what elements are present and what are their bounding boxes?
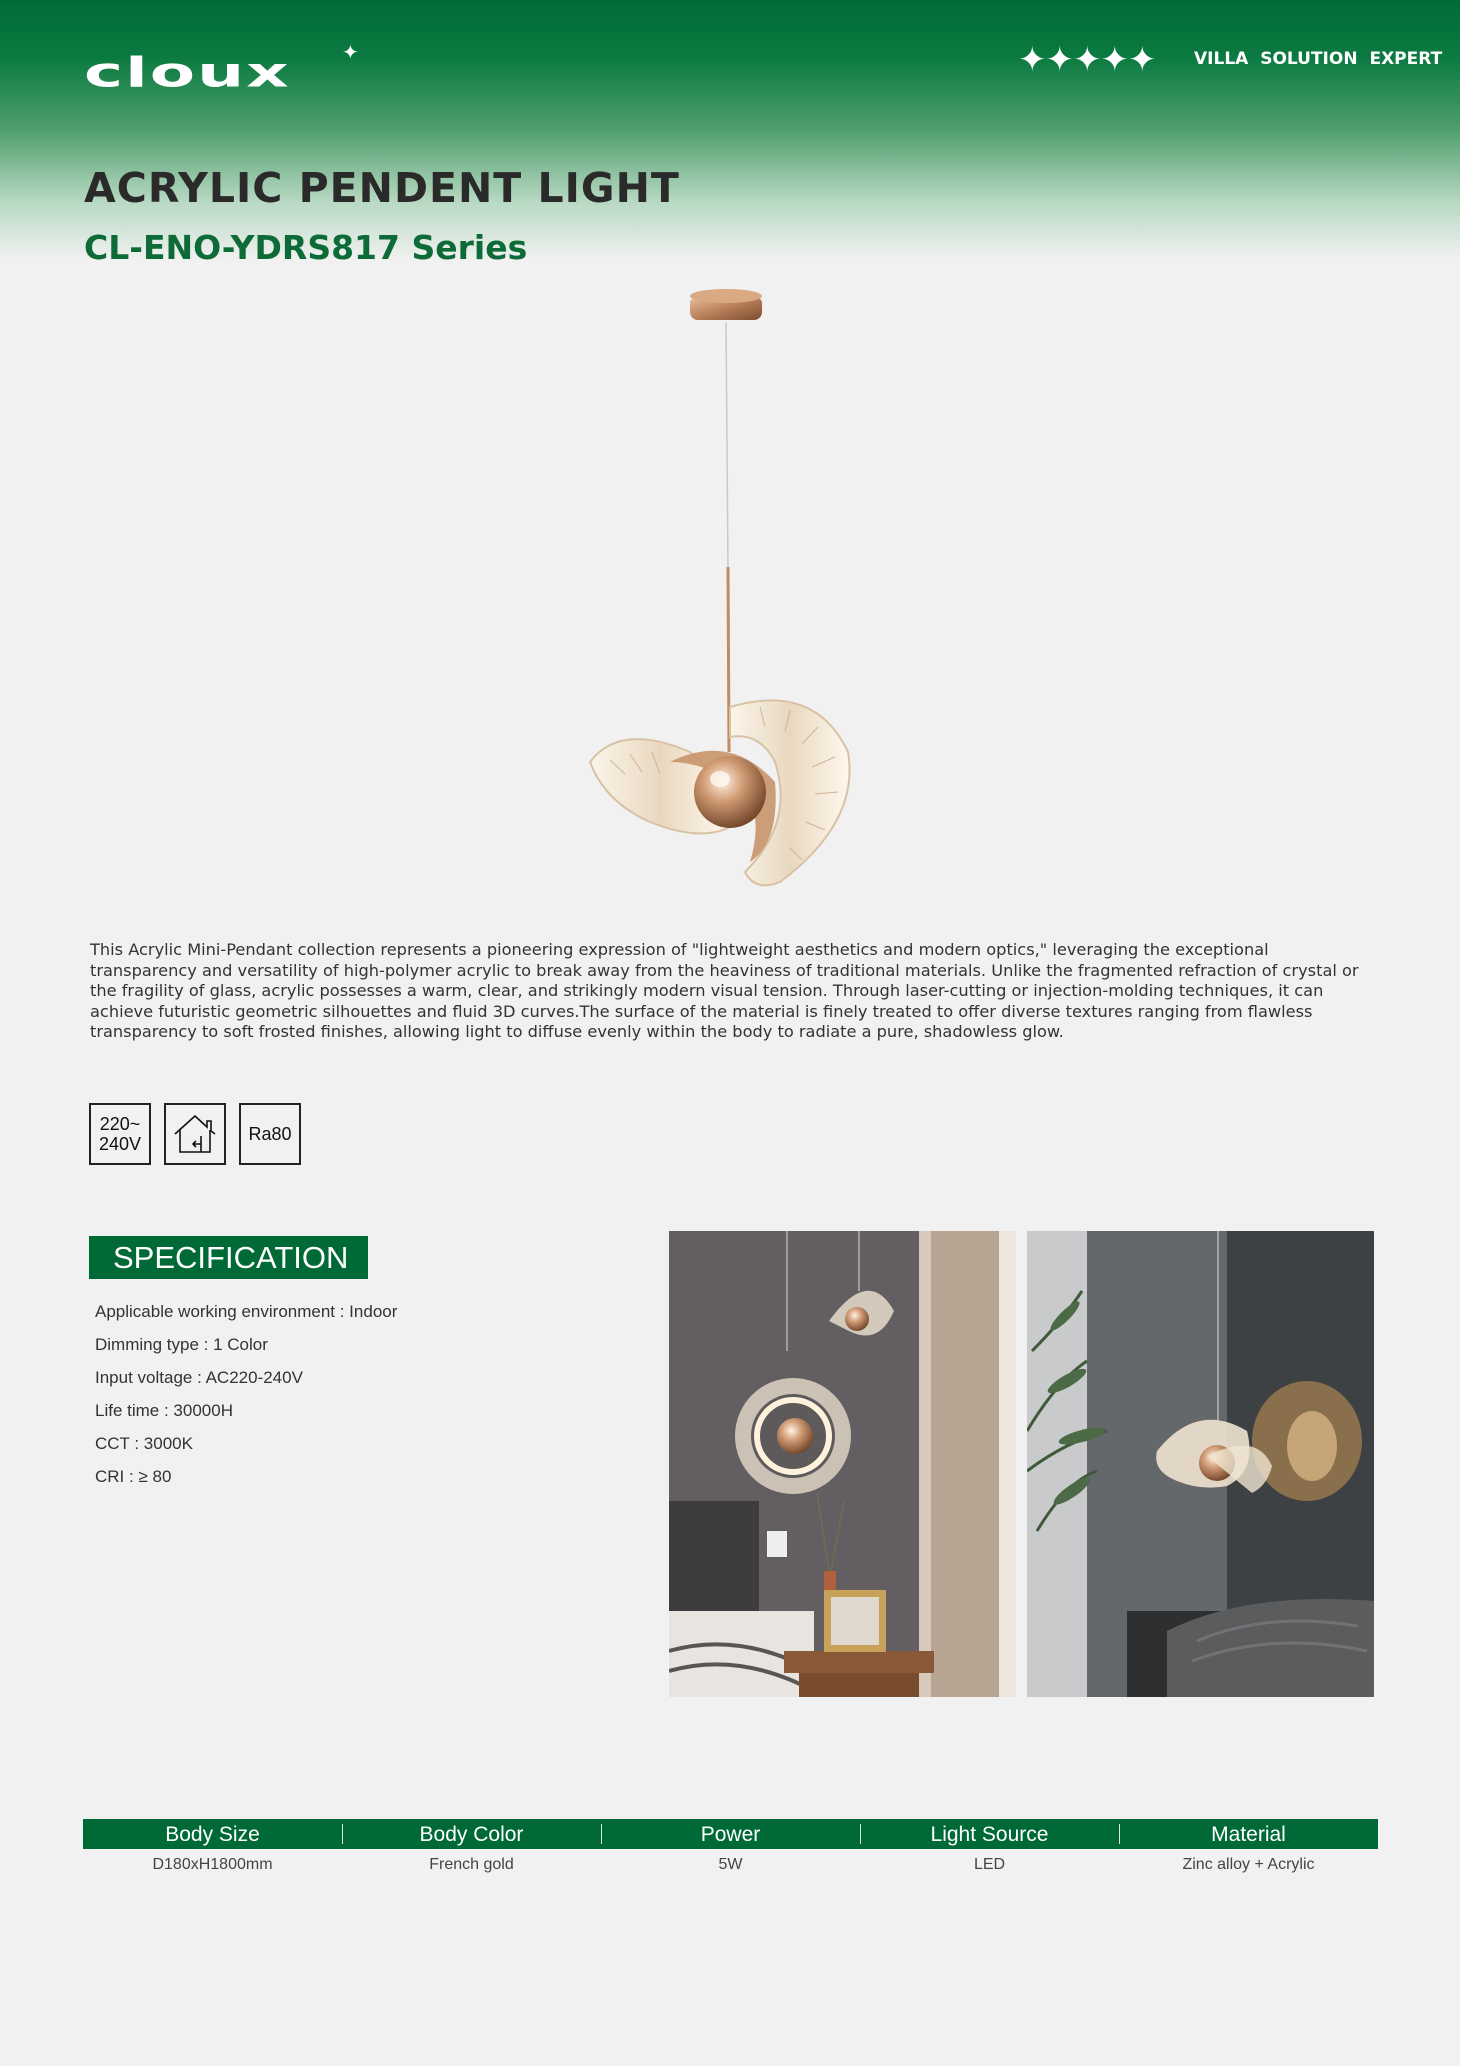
brand-tagline: VILLA SOLUTION EXPERT [1194, 49, 1443, 69]
table-cell-material: Zinc alloy + Acrylic [1182, 1856, 1315, 1873]
product-parameter-table [83, 1819, 1378, 1874]
logo-star-icon: ✦ [342, 40, 359, 64]
table-cell-light-source: LED [973, 1856, 1006, 1873]
bedroom-scene-photo [669, 1231, 1016, 1697]
voltage-badge-line2: 240V [98, 1134, 142, 1154]
logo-wordmark: cloux [84, 48, 291, 97]
header-background [0, 0, 1460, 260]
rating-stars-icon: ✦✦✦✦✦ [1018, 40, 1156, 80]
spec-item: Input voltage : AC220-240V [95, 1368, 303, 1387]
page-title: ACRYLIC PENDENT LIGHT [84, 164, 680, 212]
voltage-badge [89, 1103, 151, 1165]
product-series: CL-ENO-YDRS817 Series [84, 228, 528, 267]
product-description: This Acrylic Mini-Pendant collection represents a pioneering expression of "lightweight aesthetics and modern optics," leveraging the exceptional transparency and versatility of high-polymer acrylic to break away from the heaviness of traditional materials. Unlike the fragmented refraction of crystal or the fragility of glass, acrylic possesses a warm, clear, and strikingly modern visual tension. Through laser-cutting or injection-molding techniques, it can achieve futuristic geometric silhouettes and fluid 3D curves.The surface of the material is finely treated to offer diverse textures ranging from flawless transparency to soft frosted finishes, allowing light to diffuse evenly within the body to radiate a pure, shadowless glow. [90, 940, 1359, 1041]
table-header-row [83, 1819, 1378, 1849]
table-header-body-size: Body Size [165, 1823, 260, 1846]
table-cell-body-size: D180xH1800mm [152, 1856, 273, 1873]
table-row [83, 1856, 1378, 1874]
table-header-light-source: Light Source [860, 1819, 1119, 1849]
voltage-badge-line1: 220~ [99, 1114, 141, 1134]
table-header-material: Material [1119, 1819, 1378, 1849]
spec-item: Life time : 30000H [95, 1401, 233, 1420]
feature-badges [89, 1103, 301, 1165]
spec-item: Applicable working environment : Indoor [95, 1302, 398, 1321]
specification-list [95, 1301, 397, 1499]
table-cell-body-color: French gold [429, 1856, 514, 1873]
table-header-power: Power [601, 1819, 860, 1849]
living-room-scene-photo [1027, 1231, 1374, 1697]
spec-item: Dimming type : 1 Color [95, 1335, 268, 1354]
table-cell-power: 5W [718, 1856, 743, 1873]
brand-logo[interactable] [84, 40, 436, 102]
spec-item: CRI : ≥ 80 [95, 1467, 172, 1486]
table-header-body-color: Body Color [342, 1819, 601, 1849]
spec-item: CCT : 3000K [95, 1434, 193, 1453]
product-hero-image [580, 282, 880, 902]
indoor-house-icon [164, 1103, 226, 1165]
specification-heading: SPECIFICATION [89, 1236, 368, 1279]
cri-badge: Ra80 [239, 1103, 301, 1165]
